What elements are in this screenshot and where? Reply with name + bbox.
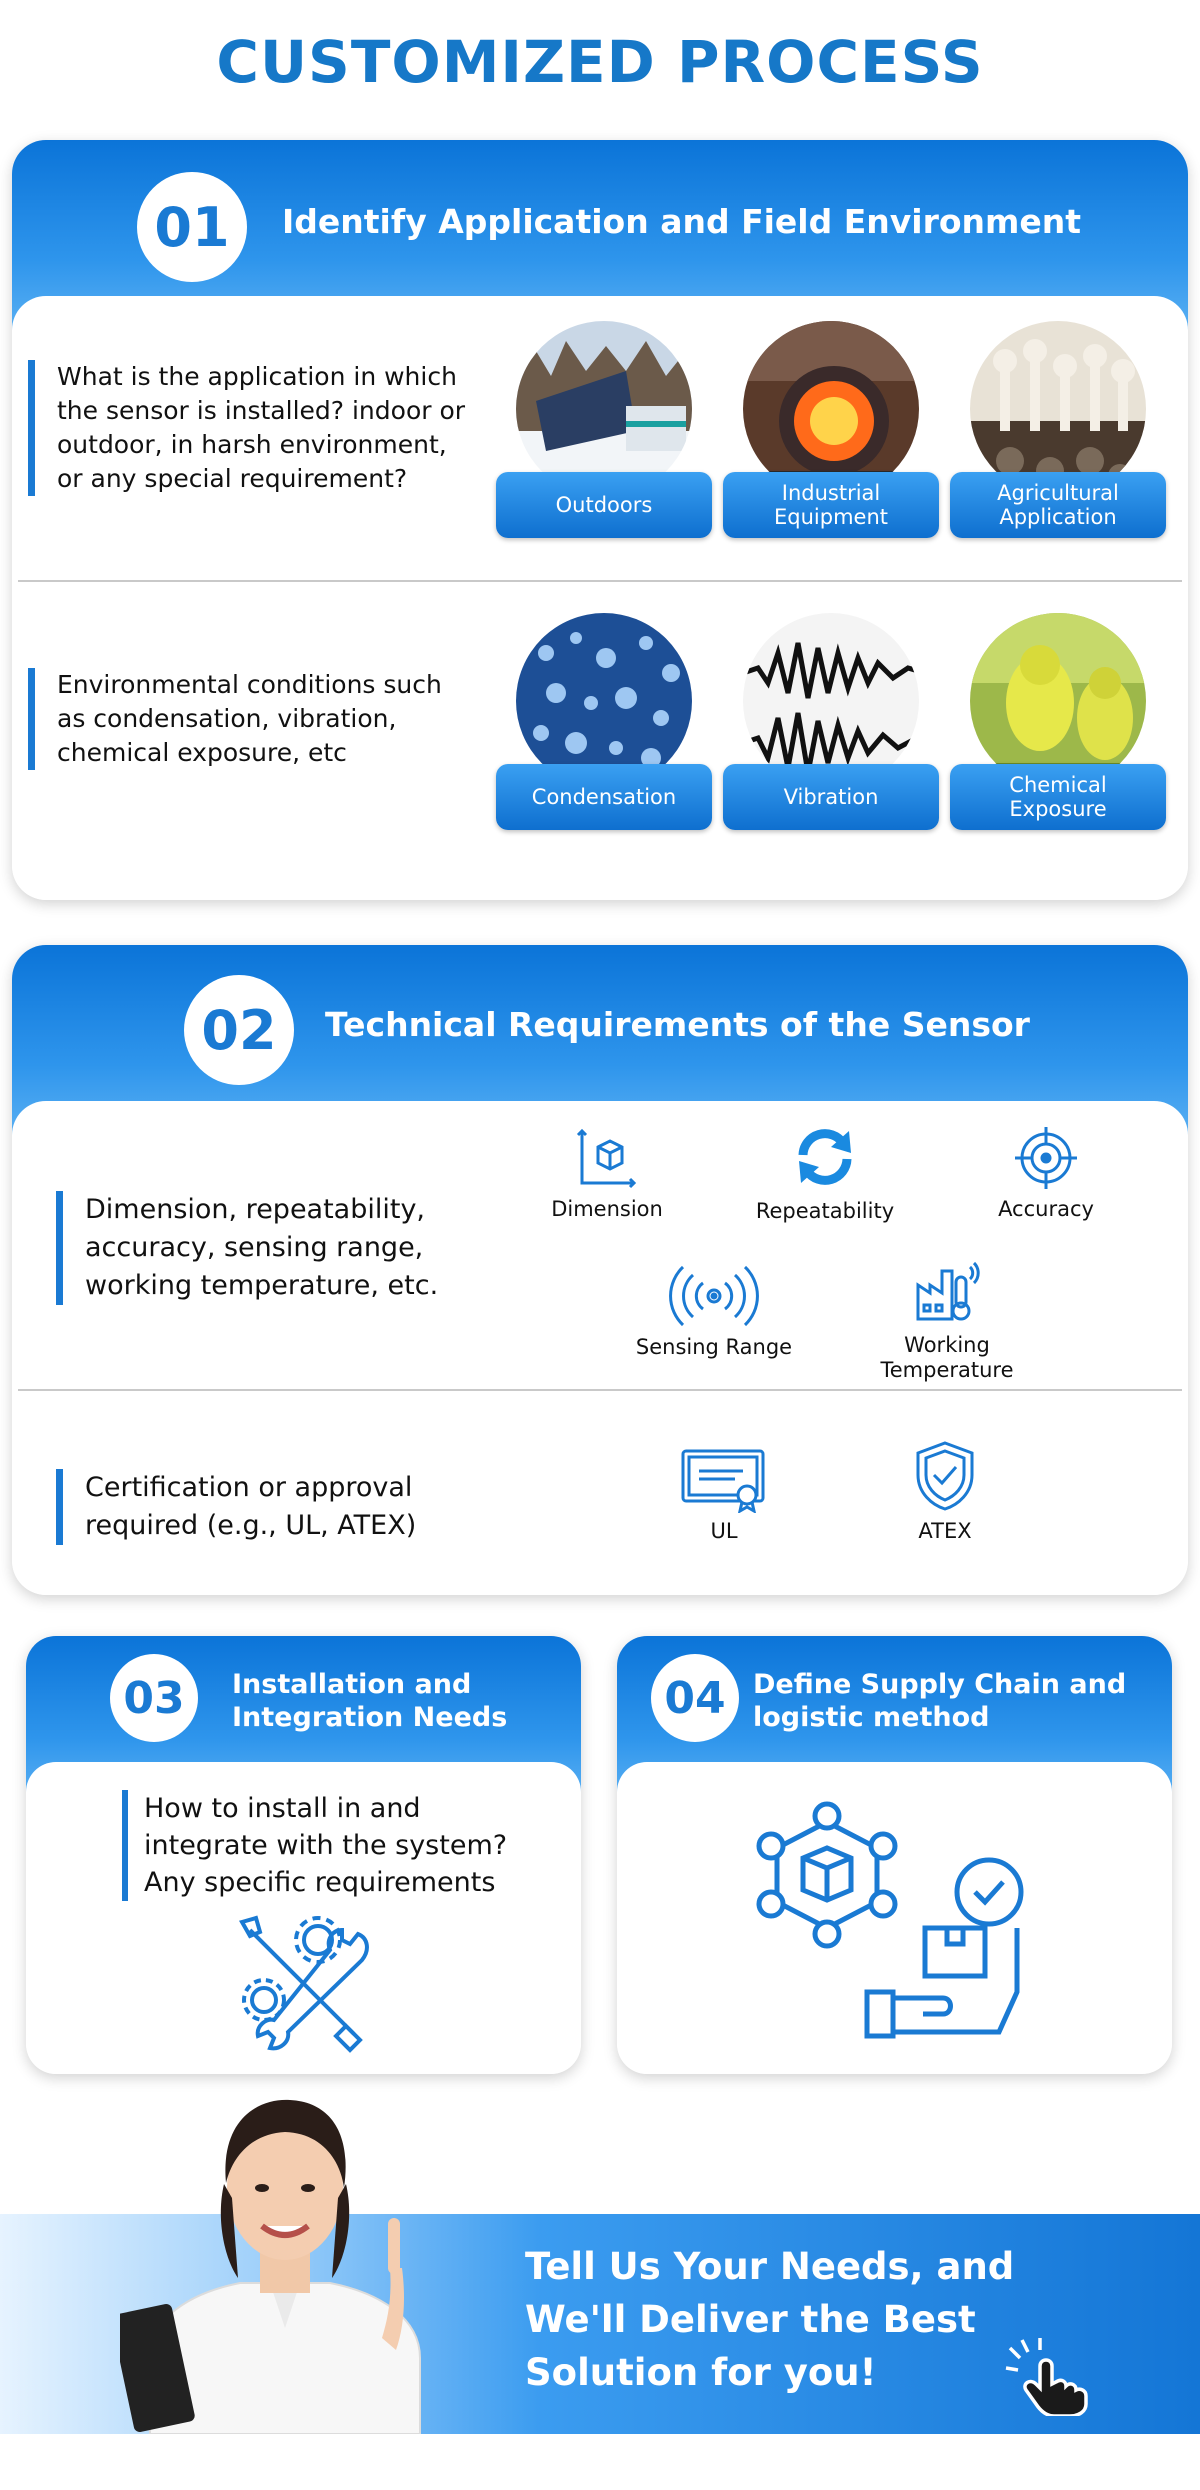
step-01-body [12, 296, 1188, 900]
step-04-title: Define Supply Chain and logistic method [753, 1669, 1127, 1733]
step-03-number: 03 [110, 1654, 198, 1742]
step-01-number: 01 [137, 172, 247, 282]
step-03-text: How to install in and integrate with the system? Any specific requirements [122, 1790, 542, 1901]
step-02-number: 02 [184, 975, 294, 1085]
page-title: CUSTOMIZED PROCESS [216, 28, 984, 96]
ul-item [624, 1447, 824, 1544]
accuracy-item [946, 1125, 1146, 1222]
step-04-number: 04 [651, 1654, 739, 1742]
tile-vibration [723, 610, 939, 820]
crosshair-target-icon [1013, 1125, 1079, 1191]
step-03-card [26, 1636, 581, 2074]
dimension-item [507, 1125, 707, 1222]
repeatability-item [725, 1121, 925, 1224]
step-04-body [617, 1762, 1172, 2074]
ul-label: UL [710, 1519, 738, 1543]
tile-industrial-equipment-label: Industrial Equipment [723, 472, 939, 538]
working-temperature-item [847, 1257, 1047, 1383]
step-02-row-2-text: Certification or approval required (e.g., UL, ATEX) [56, 1469, 476, 1545]
tile-agricultural-application-label: Agricultural Application [950, 472, 1166, 538]
tile-condensation-label: Condensation [496, 764, 712, 830]
hand-pointer-icon[interactable] [1000, 2336, 1096, 2416]
consultant-figure [120, 2088, 480, 2434]
tile-chemical-exposure [950, 610, 1166, 820]
atex-item [845, 1439, 1045, 1544]
factory-thermometer-icon [912, 1257, 982, 1327]
step-01-row-1-text: What is the application in which the sensor is installed? indoor or outdoor, in harsh environment, or any special requirement? [28, 360, 468, 496]
sensing-range-label: Sensing Range [635, 1335, 793, 1359]
signal-waves-icon [669, 1263, 759, 1329]
atex-label: ATEX [918, 1519, 972, 1543]
tile-outdoors [496, 318, 712, 528]
tile-chemical-exposure-label: Chemical Exposure [950, 764, 1166, 830]
step-02-row-1-text: Dimension, repeatability, accuracy, sensing range, working temperature, etc. [56, 1191, 476, 1305]
tile-agricultural-application [950, 318, 1166, 528]
working-temperature-label: Working Temperature [880, 1333, 1014, 1382]
tile-outdoors-label: Outdoors [496, 472, 712, 538]
repeatability-label: Repeatability [755, 1199, 895, 1223]
step-02-card [12, 945, 1188, 1595]
shield-check-icon [912, 1439, 978, 1513]
gears-tools-icon [234, 1910, 380, 2060]
step-04-card [617, 1636, 1172, 2074]
step-03-title: Installation and Integration Needs [232, 1669, 508, 1733]
tile-condensation [496, 610, 712, 820]
refresh-arrows-icon [789, 1121, 861, 1193]
tile-industrial-equipment [723, 318, 939, 528]
step-03-body [26, 1762, 581, 2074]
step-01-divider [18, 580, 1182, 582]
step-01-card [12, 140, 1188, 900]
certificate-icon [679, 1447, 769, 1513]
step-01-row-2-text: Environmental conditions such as condensation, vibration, chemical exposure, etc [28, 668, 468, 770]
dimension-label: Dimension [551, 1197, 663, 1221]
step-02-body [12, 1101, 1188, 1595]
step-01-title: Identify Application and Field Environment [282, 202, 1082, 241]
accuracy-label: Accuracy [998, 1197, 1094, 1221]
tile-vibration-label: Vibration [723, 764, 939, 830]
cta-banner-text: Tell Us Your Needs, and We'll Deliver the Best Solution for you! [525, 2245, 1015, 2394]
step-02-title: Technical Requirements of the Sensor [325, 1005, 1030, 1044]
supply-chain-network-icon [747, 1792, 1047, 2042]
step-02-divider [18, 1389, 1182, 1391]
sensing-range-item [614, 1263, 814, 1360]
cube-dimension-icon [574, 1125, 640, 1191]
